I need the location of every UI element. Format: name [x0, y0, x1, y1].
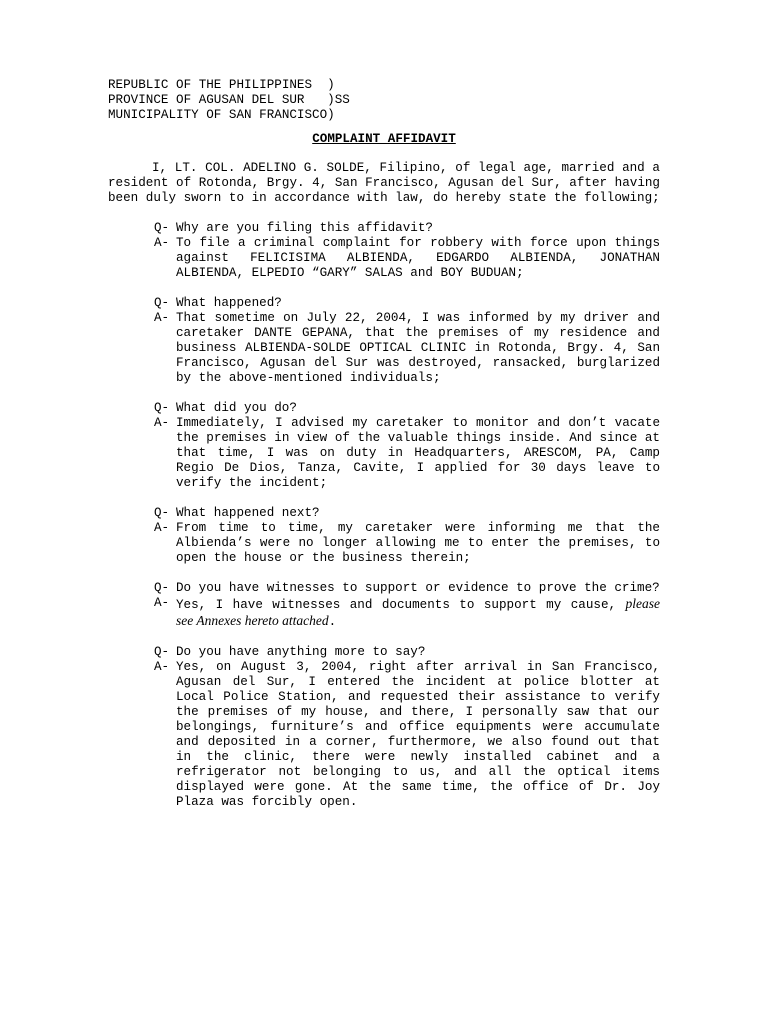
question — [154, 506, 660, 521]
question-marker: Q- — [154, 581, 170, 595]
question-text: What happened? — [176, 296, 282, 310]
answer — [154, 311, 660, 386]
annex-reference: please see Annexes hereto attached — [176, 596, 660, 628]
question-marker: Q- — [154, 645, 170, 659]
question — [154, 645, 660, 660]
question-text: What did you do? — [176, 401, 297, 415]
answer-marker: A- — [154, 596, 170, 610]
venue-block — [108, 78, 660, 123]
document-title: COMPLAINT AFFIDAVIT — [312, 132, 456, 146]
answer — [154, 236, 660, 281]
answer-marker: A- — [154, 660, 170, 674]
question-text: What happened next? — [176, 506, 320, 520]
qa-item-5 — [154, 581, 660, 630]
venue-line-province: PROVINCE OF AGUSAN DEL SUR )SS — [108, 93, 350, 107]
question-marker: Q- — [154, 401, 170, 415]
answer-text: Yes, I have witnesses and documents to support my cause, — [176, 598, 626, 612]
qa-item-4 — [154, 506, 660, 566]
intro-paragraph: I, LT. COL. ADELINO G. SOLDE, Filipino, of legal age, married and a resident of Rotonda, Brgy. 4, San Francisco, Agusan del Sur, after having been duly sworn to in accordance with law, do hereby state the following; — [108, 161, 660, 205]
question — [154, 581, 660, 596]
question-marker: Q- — [154, 221, 170, 235]
answer-text: To file a criminal complaint for robbery with force upon things against FELICISIMA ALBIENDA, EDGARDO ALBIENDA, JONATHAN ALBIENDA, ELPEDIO “GARY” SALAS and BOY BUDUAN; — [176, 236, 660, 280]
question-marker: Q- — [154, 506, 170, 520]
answer — [154, 660, 660, 810]
answer-text: Immediately, I advised my caretaker to monitor and don’t vacate the premises in view of the valuable things inside. And since at that time, I was on duty in Headquarters, ARESCOM, PA, Camp Regio De Dios, Tanza, Cavite, I applied for 30 days leave to verify the incident; — [176, 416, 660, 490]
qa-item-6 — [154, 645, 660, 810]
question-text: Why are you filing this affidavit? — [176, 221, 433, 235]
venue-line-republic: REPUBLIC OF THE PHILIPPINES ) — [108, 78, 335, 92]
qa-item-2 — [154, 296, 660, 386]
answer-marker: A- — [154, 311, 170, 325]
answer-marker: A- — [154, 236, 170, 250]
answer-text: That sometime on July 22, 2004, I was informed by my driver and caretaker DANTE GEPANA, that the premises of my residence and business ALBIENDA-SOLDE OPTICAL CLINIC in Rotonda, Brgy. 4, San Francisco, Agusan del Sur was destroyed, ransacked, burglarized by the above-mentioned individuals; — [176, 311, 660, 385]
question — [154, 221, 660, 236]
answer-tail: . — [328, 615, 337, 629]
answer — [154, 521, 660, 566]
question-text: Do you have witnesses to support or evidence to prove the crime? — [176, 581, 660, 595]
question — [154, 401, 660, 416]
answer — [154, 596, 660, 630]
qa-item-3 — [154, 401, 660, 491]
answer-text: From time to time, my caretaker were informing me that the Albienda’s were no longer allowing me to enter the premises, to open the house or the business therein; — [176, 521, 660, 565]
answer-marker: A- — [154, 416, 170, 430]
question-text: Do you have anything more to say? — [176, 645, 426, 659]
question-marker: Q- — [154, 296, 170, 310]
qa-section — [154, 221, 660, 810]
affidavit-page — [108, 78, 660, 810]
answer — [154, 416, 660, 491]
venue-line-municipality: MUNICIPALITY OF SAN FRANCISCO) — [108, 108, 335, 122]
answer-text: Yes, on August 3, 2004, right after arrival in San Francisco, Agusan del Sur, I entered the incident at police blotter at Local Police Station, and requested their assistance to verify the premises of my house, and there, I personally saw that our belongings, furniture’s and office equipments were accumulate and deposited in a corner, furthermore, we also found out that in the clinic, there were newly installed cabinet and a refrigerator not belonging to us, and all the optical items displayed were gone. At the same time, the office of Dr. Joy Plaza was forcibly open. — [176, 660, 660, 809]
qa-item-1 — [154, 221, 660, 281]
answer-marker: A- — [154, 521, 170, 535]
question — [154, 296, 660, 311]
